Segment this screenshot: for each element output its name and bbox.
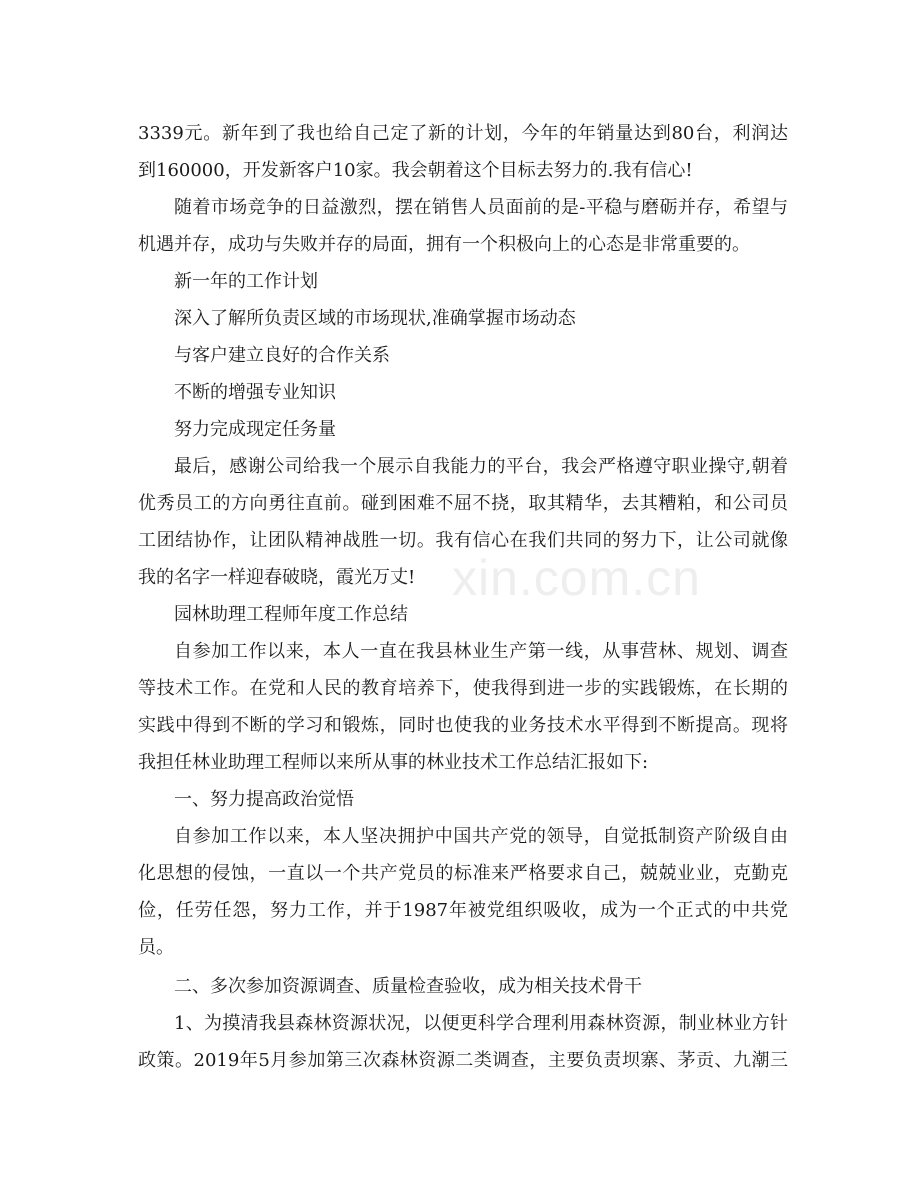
text-line: 化思想的侵蚀，一直以一个共产党员的标准来严格要求自己，兢兢业业，克勤克: [138, 863, 788, 884]
list-item: 努力完成现定任务量: [174, 419, 336, 440]
text-line: 等技术工作。在党和人民的教育培养下，使我得到进一步的实践锻炼，在长期的: [138, 678, 788, 699]
text-line: 到160000，开发新客户10家。我会朝着这个目标去努力的.我有信心!: [138, 160, 693, 181]
text-line: 随着市场竞争的日益激烈，摆在销售人员面前的是-平稳与磨砺并存，希望与: [174, 197, 788, 218]
text-line: 1、为摸清我县森林资源状况，以便更科学合理利用森林资源，制业林业方针: [174, 1013, 788, 1034]
text-line: 俭，任劳任怨，努力工作，并于1987年被党组织吸收，成为一个正式的中共党: [138, 900, 788, 921]
document-title: 园林助理工程师年度工作总结: [174, 604, 408, 625]
text-line: 自参加工作以来，本人一直在我县林业生产第一线，从事营林、规划、调查: [174, 641, 788, 662]
text-line: 工团结协作，让团队精神战胜一切。我有信心在我们共同的努力下，让公司就像: [138, 530, 788, 551]
text-line: 3339元。新年到了我也给自己定了新的计划，今年的年销量达到80台，利润达: [138, 123, 788, 144]
text-line: 我担任林业助理工程师以来所从事的林业技术工作总结汇报如下:: [138, 752, 649, 773]
list-item: 不断的增强专业知识: [174, 382, 336, 403]
list-item: 与客户建立良好的合作关系: [174, 345, 390, 366]
text-line: 政策。2019年5月参加第三次森林资源二类调查，主要负责坝寨、茅贡、九潮三: [138, 1050, 788, 1071]
section-heading: 二、多次参加资源调查、质量检查验收，成为相关技术骨干: [174, 976, 642, 997]
text-line: 实践中得到不断的学习和锻炼，同时也使我的业务技术水平得到不断提高。现将: [138, 715, 788, 736]
text-line: 机遇并存，成功与失败并存的局面，拥有一个积极向上的心态是非常重要的。: [138, 234, 750, 255]
text-line: 优秀员工的方向勇往直前。碰到困难不屈不挠，取其精华，去其糟粕，和公司员: [138, 493, 788, 514]
text-line: 最后，感谢公司给我一个展示自我能力的平台，我会严格遵守职业操守,朝着: [174, 456, 788, 477]
section-heading: 一、努力提高政治觉悟: [174, 789, 354, 810]
list-item: 深入了解所负责区域的市场现状,准确掌握市场动态: [174, 308, 576, 329]
text-line: 自参加工作以来，本人坚决拥护中国共产党的领导，自觉抵制资产阶级自由: [174, 826, 788, 847]
text-line: 员。: [138, 937, 174, 958]
watermark: xin.com.cn: [452, 550, 701, 606]
text-line: 我的名字一样迎春破晓，霞光万丈!: [138, 567, 416, 588]
document-body: [138, 115, 788, 1079]
section-heading: 新一年的工作计划: [174, 271, 318, 292]
